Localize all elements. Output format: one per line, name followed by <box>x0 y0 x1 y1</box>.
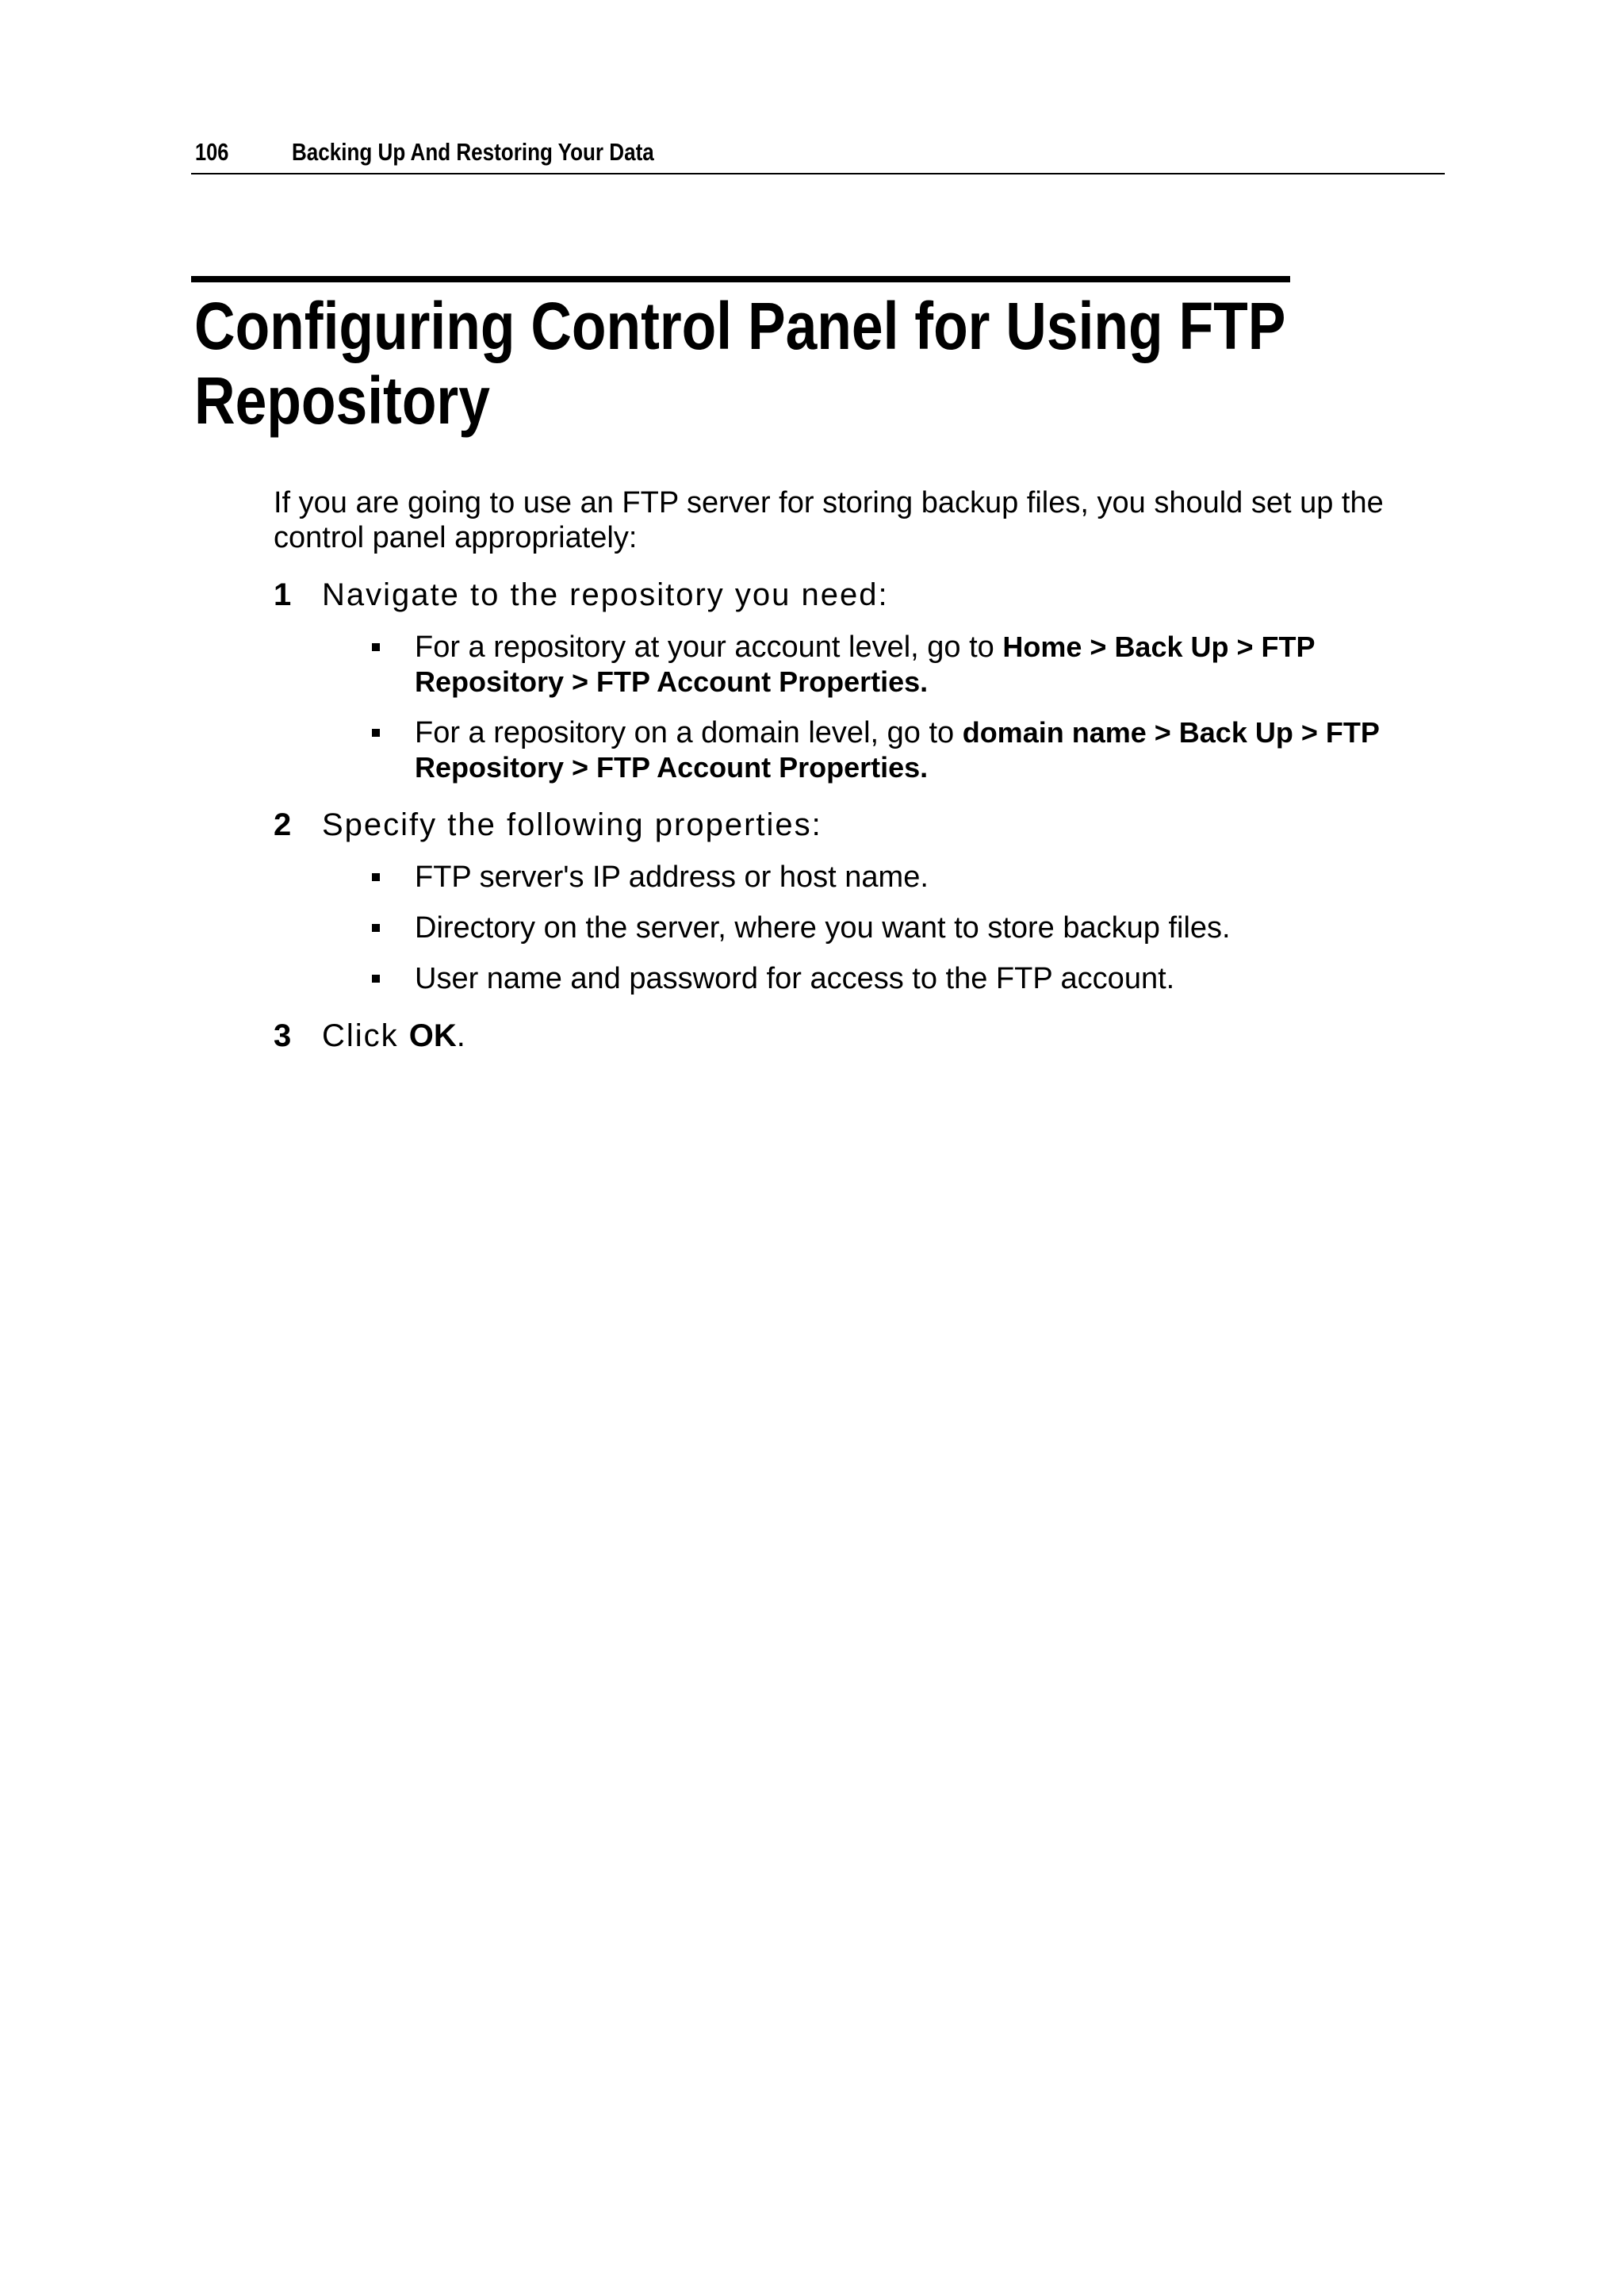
bullet-ftp-server <box>322 860 1455 895</box>
bullet-domain-level <box>322 715 1455 785</box>
step-1-options <box>322 630 1455 785</box>
running-header <box>191 132 1445 174</box>
step-number: 1 <box>274 577 292 612</box>
navigation-path: domain name > Back Up > FTP Repository > FTP Account Properties. <box>415 716 1380 784</box>
navigation-path: Home > Back Up > FTP Repository > FTP Account Properties. <box>415 631 1315 698</box>
step-text: Specify the following properties: <box>322 807 822 842</box>
step-text: Navigate to the repository you need: <box>322 577 889 612</box>
bullet-account-level <box>322 630 1455 700</box>
bullet-text: For a repository on a domain level, go to <box>415 716 955 749</box>
section-content <box>274 485 1455 1055</box>
square-bullet-icon <box>372 873 380 881</box>
ok-button-reference: OK <box>408 1018 457 1053</box>
step-text: Click <box>322 1018 399 1053</box>
chapter-title: Backing Up And Restoring Your Data <box>292 138 654 166</box>
step-1 <box>274 576 1455 785</box>
bullet-text: Directory on the server, where you want to store backup files. <box>415 911 1231 945</box>
square-bullet-icon <box>372 975 380 983</box>
square-bullet-icon <box>372 643 380 651</box>
bullet-text: FTP server's IP address or host name. <box>415 861 929 894</box>
bullet-directory <box>322 910 1455 945</box>
step-2-properties <box>322 860 1455 996</box>
step-3 <box>274 1017 1455 1055</box>
step-number: 2 <box>274 807 292 842</box>
bullet-credentials <box>322 961 1455 996</box>
bullet-text: For a repository at your account level, go to <box>415 631 994 664</box>
page-number: 106 <box>195 138 229 166</box>
title-rule <box>191 276 1290 282</box>
section-title: Configuring Control Panel for Using FTP Repository <box>194 289 1285 438</box>
step-number: 3 <box>274 1018 292 1053</box>
step-2 <box>274 806 1455 996</box>
square-bullet-icon <box>372 729 380 737</box>
intro-paragraph: If you are going to use an FTP server for storing backup files, you should set up the control panel appropriately: <box>274 486 1384 554</box>
sentence-period: . <box>456 1018 467 1053</box>
bullet-text: User name and password for access to the FTP account. <box>415 962 1175 995</box>
square-bullet-icon <box>372 924 380 932</box>
